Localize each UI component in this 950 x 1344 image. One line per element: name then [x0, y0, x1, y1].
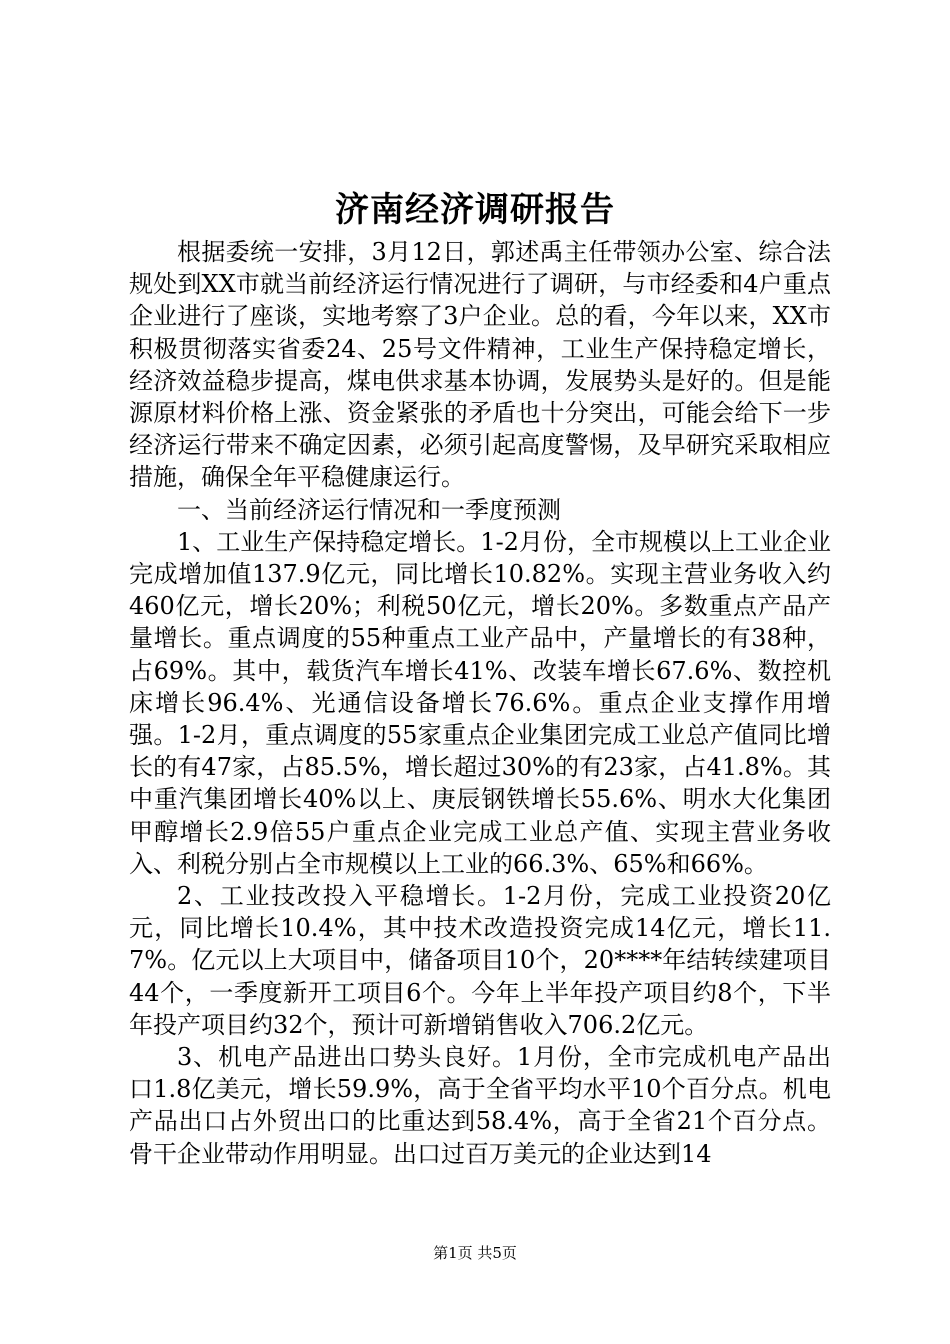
paragraph-industrial-production: 1、工业生产保持稳定增长。1-2月份，全市规模以上工业企业完成增加值137.9亿元，同比增长10.82%。实现主营业务收入约460亿元，增长20%；利税50亿元，增长20%。多数重点产品产量增长。重点调度的55种重点工业产品中，产量增长的有38种，占69%。其中，载货汽车增长41%、改装车增长67.6%、数控机床增长96.4%、光通信设备增长76.6%。重点企业支撑作用增强。1-2月，重点调度的55家重点企业集团完成工业总产值同比增长的有47家，占85.5%，增长超过30%的有23家，占41.8%。其中重汽集团增长40%以上、庚辰钢铁增长55.6%、明水大化集团甲醇增长2.9倍55户重点企业完成工业总产值、实现主营业务收入、利税分别占全市规模以上工业的66.3%、65%和66%。 [129, 527, 831, 878]
page-number-footer: 第1页 共5页 [433, 1244, 517, 1262]
paragraph-technical-investment: 2、工业技改投入平稳增长。1-2月份，完成工业投资20亿元，同比增长10.4%，其中技术改造投资完成14亿元，增长11.7%。亿元以上大项目中，储备项目10个，20****年结转续建项目44个，一季度新开工项目6个。今年上半年投产项目约8个，下半年投产项目约32个，预计可新增销售收入706.2亿元。 [129, 882, 831, 1039]
document-body [129, 236, 831, 1170]
intro-paragraph: 根据委统一安排，3月12日，郭述禹主任带领办公室、综合法规处到XX市就当前经济运行情况进行了调研，与市经委和4户重点企业进行了座谈，实地考察了3户企业。总的看，今年以来，XX市积极贯彻落实省委24、25号文件精神，工业生产保持稳定增长，经济效益稳步提高，煤电供求基本协调，发展势头是好的。但是能源原材料价格上涨、资金紧张的矛盾也十分突出，可能会给下一步经济运行带来不确定因素，必须引起高度警惕，及早研究采取相应措施，确保全年平稳健康运行。 [129, 238, 831, 492]
section-heading: 一、当前经济运行情况和一季度预测 [177, 495, 561, 524]
paragraph-electromechanical-export: 3、机电产品进出口势头良好。1月份，全市完成机电产品出口1.8亿美元，增长59.9%，高于全省平均水平10个百分点。机电产品出口占外贸出口的比重达到58.4%，高于全省21个百分点。骨干企业带动作用明显。出口过百万美元的企业达到14 [129, 1043, 831, 1168]
document-title: 济南经济调研报告 [335, 190, 615, 230]
